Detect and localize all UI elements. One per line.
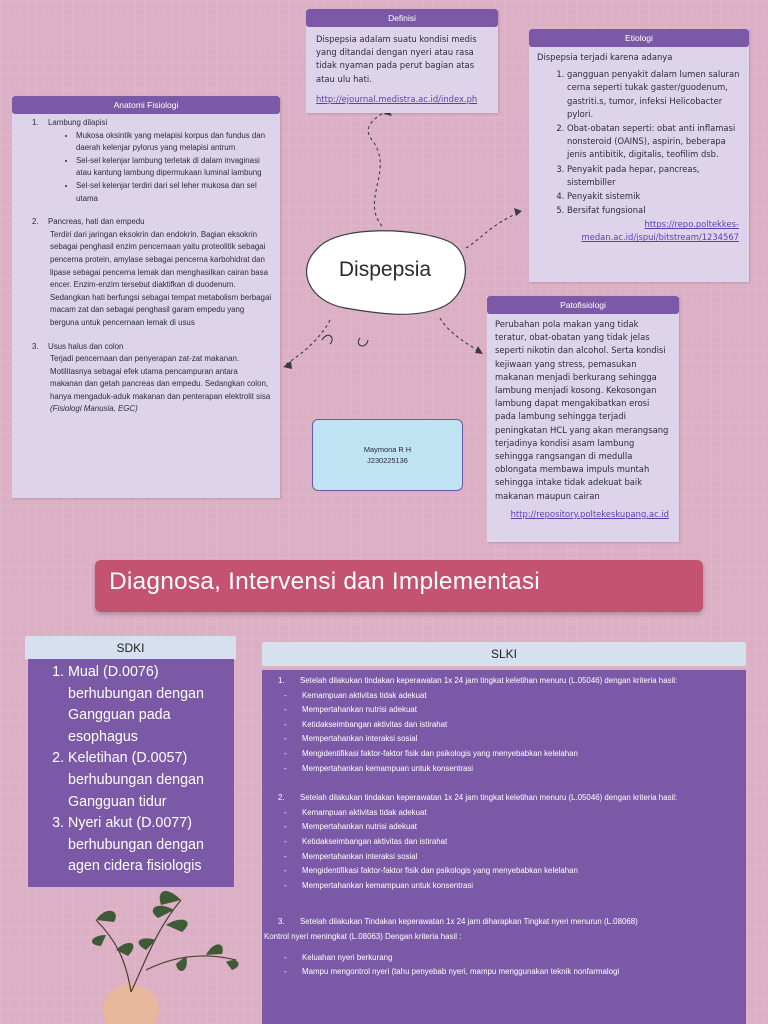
section-heading: Pancreas, hati dan empedu — [48, 217, 145, 227]
etiologi-title: Etiologi — [529, 29, 749, 47]
list-item: • Sel-sel kelenjar lambung terletak di dalam invaginasi atau kantung lambung dipermukaan luminal lambung — [76, 155, 272, 180]
list-item: - Ketidakseimbangan aktivitas dan istirahat — [284, 718, 738, 733]
anatomi-section-2 — [34, 216, 272, 329]
list-item: 1. gangguan penyakit dalam lumen saluran cerna seperti tukak gaster/guodenum, gastriti.s, tumor, infeksi Helicobacter pylori. — [567, 68, 741, 121]
list-item: - Mengidentifikasi faktor-faktor fisik dan psikologis yang menyebabkan kelelahan — [284, 864, 738, 879]
list-item: • Mukosa oksintik yang melapisi korpus dan fundus dan daerah kelenjar pylorus yang melapisi antrum — [76, 130, 272, 155]
slki-header: SLKI — [262, 642, 746, 666]
definisi-link[interactable]: http://ejournal.medistra.ac.id/index.ph — [316, 93, 478, 104]
item-title: Setelah dilakukan Tindakan keperawatan 1x 24 jam diharapkan Tingkat nyeri menurun (L.08068) — [300, 917, 638, 927]
center-title: Dispepsia — [338, 258, 432, 281]
etiologi-link-line2[interactable]: medan.ac.id/jspui/bitstream/1234567 — [581, 232, 739, 243]
list-item: - Keluahan nyeri berkurang — [284, 951, 738, 966]
definisi-title: Definisi — [306, 9, 498, 27]
list-item: - Mempertahankan nutrisi adekuat — [284, 820, 738, 835]
item-title: Setelah dilakukan tindakan keperawatan 1x 24 jam tingkat keletihan menuru (L.05046) dengan kriteria hasil: — [300, 793, 678, 803]
definisi-text: Dispepsia adalam suatu kondisi medis yang ditandai dengan nyeri atau rasa tidak nyaman pada perut bagian atas atau ulu hati. — [316, 34, 477, 84]
slki-item-3 — [264, 915, 738, 979]
author-name: Maymona R H — [363, 445, 412, 454]
slki-item-1 — [268, 674, 738, 776]
etiologi-link-line1[interactable]: https://repo.poltekkes- — [644, 219, 739, 230]
list-item: - Mempertahankan interaksi sosial — [284, 732, 738, 747]
item-title: Setelah dilakukan tindakan keperawatan 1x 24 jam tingkat keletihan menuru (L.05046) dengan kriteria hasil: — [300, 676, 678, 685]
definisi-card — [306, 9, 498, 113]
list-item: - Kemampuan aktivitas tidak adekuat — [284, 806, 738, 821]
list-item: 1. Mual (D.0076) berhubungan dengan Gangguan pada esophagus — [68, 662, 234, 748]
section-number: 2. — [32, 217, 39, 227]
list-item: • Sel-sel kelenjar terdiri dari sel leher mukosa dan sel utama — [76, 180, 272, 205]
section-text: Terdiri dari jaringan eksokrin dan endokrin. Bagian eksokrin sebagai penghasil enzim pencernaan yaitu proteolitik sebagai pencerna protein, amylase sebagai pencerna karbohidrat dan lipase sebagai pencerna lemak dan menghasilkan cairan basa encer. Enzim-enzim tersebut diaktifkan di duodenum. Sedangkan hati berfungsi sebagai tempat metabolism berbagai macam zat dan sebagai penghasil garam empedu yang berguna untuk pencernaan lemak di usus — [50, 229, 272, 327]
patofisiologi-link[interactable]: http://repository.poltekeskupang.ac.id — [510, 508, 669, 519]
list-item: - Mempertahankan interaksi sosial — [284, 850, 738, 865]
section-heading: Usus halus dan colon — [48, 341, 124, 351]
sdki-header: SDKI — [25, 636, 236, 660]
author-box — [312, 419, 463, 491]
item-subtitle: Kontrol nyeri meningkat (L.08063) Dengan kriteria hasil : — [264, 931, 462, 941]
author-id: J230225136 — [367, 456, 408, 465]
anatomi-body — [12, 114, 280, 416]
list-item: - Mengidentifikasi faktor-faktor fisik dan psikologis yang menyebabkan kelelahan — [284, 747, 738, 762]
list-item: 2. Obat-obatan seperti: obat anti inflamasi nonsteroid (OAINS), aspirin, beberapa jenis antibitik, digitalis, teofilim dsb. — [567, 122, 741, 162]
list-item: 4. Penyakit sistemik — [567, 190, 741, 203]
etiologi-body — [529, 47, 749, 217]
section-number: 3. — [32, 341, 39, 351]
etiologi-card — [529, 29, 749, 282]
list-item: - Ketidakseimbangan aktivitas dan istirahat — [284, 835, 738, 850]
etiologi-intro: Dispepsia terjadi karena adanya — [537, 52, 673, 62]
anatomi-card — [12, 96, 280, 498]
item-number: 2. — [278, 793, 285, 803]
patofisiologi-card — [487, 296, 679, 542]
anatomi-title: Anatomi Fisiologi — [12, 96, 280, 114]
list-item: - Mempertahankan kemampuan untuk konsentrasi — [284, 762, 738, 777]
list-item: - Mampu mengontrol nyeri (tahu penyebab nyeri, mampu menggunakan teknik nonfarmalogi — [284, 965, 738, 980]
section-heading: Lambung dilapisi — [48, 118, 108, 127]
etiologi-list — [537, 68, 741, 217]
list-item: 3. Nyeri akut (D.0077) berhubungan dengan agen cidera fisiologis — [68, 813, 234, 878]
source-citation: (Fisiologi Manusia, EGC) — [50, 404, 138, 414]
plant-illustration — [86, 880, 246, 1024]
list-item: - Mempertahankan nutrisi adekuat — [284, 703, 738, 718]
list-item: - Mempertahankan kemampuan untuk konsentrasi — [284, 879, 738, 894]
section-number: 1. — [32, 118, 39, 127]
list-item: - Kemampuan aktivitas tidak adekuat — [284, 689, 738, 704]
anatomi-section-1 — [34, 117, 272, 205]
section-text: Terjadi pencernaan dan penyerapan zat-zat makanan. Motilitasnya sebagai efek utama pencampuran antara makanan dan getah pancreas dan empedu. Sedangkan colon, hanya mengaduk-aduk makanan dan penterapan elektrolit sisa — [50, 354, 271, 401]
item-number: 3. — [278, 917, 285, 927]
sdki-body — [28, 659, 234, 887]
patofisiologi-title: Patofisiologi — [487, 296, 679, 314]
banner-title: Diagnosa, Intervensi dan Implementasi — [109, 568, 540, 595]
list-item: 2. Keletihan (D.0057) berhubungan dengan Gangguan tidur — [68, 748, 234, 813]
list-item: 3. Penyakit pada hepar, pancreas, sistembiller — [567, 163, 741, 189]
list-item: 5. Bersifat fungsional — [567, 204, 741, 217]
slki-item-2 — [268, 791, 738, 893]
item-number: 1. — [278, 676, 285, 685]
patofisiologi-text: Perubahan pola makan yang tidak teratur, obat-obatan yang tidak jelas seperti nikotin dan alcohol. Serta kondisi kejiwaan yang stress, pemasukan makanan menjadi berkurang sehingga lambung menjadi kosong. Kekosongan lambung dapat mengakibatkan erosi pada lambung sehingga terjadi peningkatan HCL yang akan merangsang terjadinya kondisi asam lambung sehingga rangsangan di medulla oblongata membawa impuls muntah sehingga intake tidak adekuat baik makanan maupun cairan — [495, 319, 669, 501]
slki-body — [262, 670, 746, 1024]
section-banner — [95, 560, 703, 612]
anatomi-section-3 — [34, 341, 272, 417]
